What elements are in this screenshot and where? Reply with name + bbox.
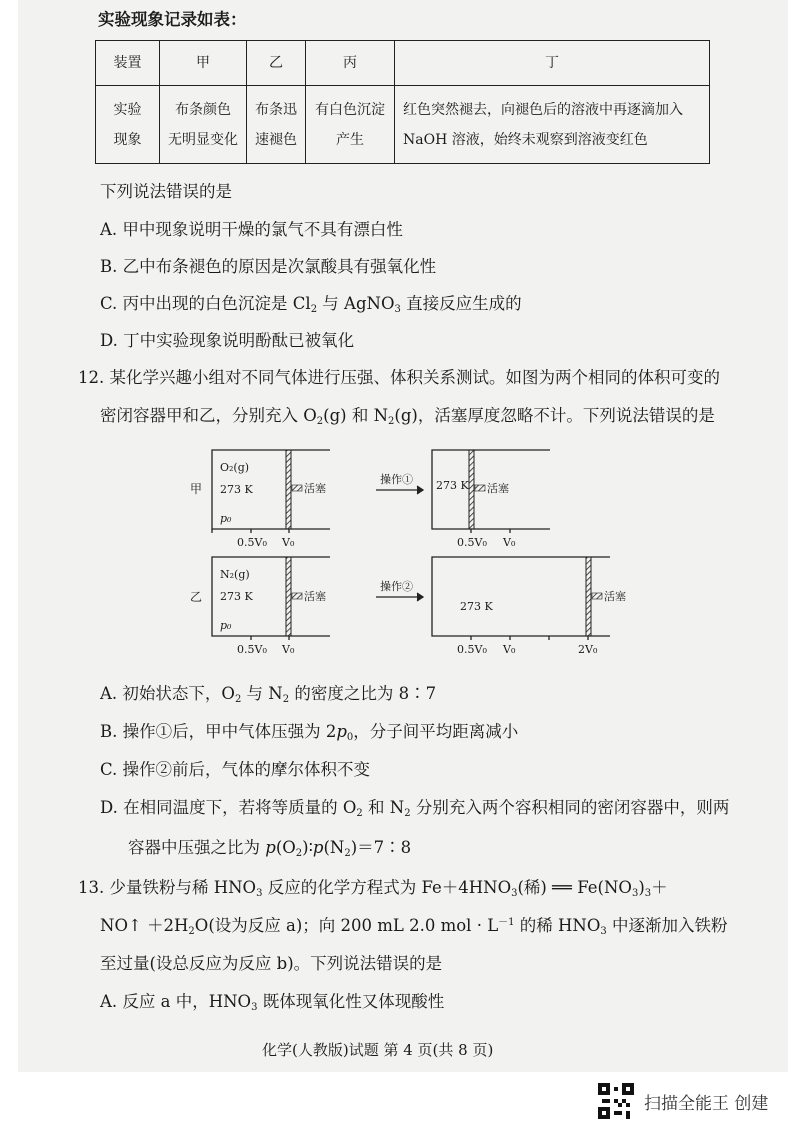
yi-tick-v0: V₀	[282, 643, 295, 656]
q11-option-d: D. 丁中实验现象说明酚酞已被氧化	[100, 331, 355, 350]
yi-after-temp: 273 K	[460, 600, 493, 613]
label-jia: 甲	[190, 482, 203, 496]
container-diagram	[190, 445, 750, 660]
table-header-yi: 乙	[247, 41, 306, 86]
table-cell-jia: 布条颜色 无明显变化	[160, 86, 247, 164]
table-header-bing: 丙	[306, 41, 395, 86]
yi-pressure: p₀	[220, 619, 232, 632]
yi-piston-label: 活塞	[304, 590, 326, 603]
scanner-watermark: 扫描全能王 创建	[644, 1094, 769, 1114]
table-cell-bing: 有白色沉淀 产生	[306, 86, 395, 164]
table-row-label: 实验 现象	[96, 86, 160, 164]
q12-option-c: C. 操作②前后，气体的摩尔体积不变	[100, 760, 371, 779]
yi-after-tick-2v0: 2V₀	[578, 643, 598, 656]
yi-after-piston-label: 活塞	[604, 590, 626, 603]
table-header-jia: 甲	[160, 41, 247, 86]
jia-after-piston-label: 活塞	[487, 482, 509, 495]
yi-after-vessel	[432, 557, 610, 636]
yi-after-tick-v0: V₀	[503, 643, 516, 656]
table-intro: 实验现象记录如表：	[98, 10, 247, 29]
q13-stem-line3: 至过量(设总反应为反应 b)。下列说法错误的是	[100, 954, 443, 973]
jia-initial-piston	[286, 450, 291, 529]
table-cell-yi: 布条迅 速褪色	[247, 86, 306, 164]
q12-stem-line2: 密闭容器甲和乙，分别充入 $O_2(g)$ 和 $N_2(g)$，活塞厚度忽略不计。下列说法错误的是	[100, 406, 715, 427]
jia-after-tick-v0: V₀	[503, 536, 516, 549]
jia-tick-v0: V₀	[282, 536, 295, 549]
yi-temp: 273 K	[220, 590, 253, 603]
q12-option-d-line2: 容器中压强之比为 $p(O_2)∶p(N_2)=7∶8$	[128, 838, 412, 859]
q11-option-c: C. 丙中出现的白色沉淀是 $Cl_2$ 与 AgNO$_3$ 直接反应生成的	[100, 294, 522, 315]
page-footer: 化学(人教版)试题 第 4 页(共 8 页)	[262, 1041, 494, 1059]
jia-temp: 273 K	[220, 483, 253, 496]
yi-gas: N₂(g)	[220, 568, 250, 581]
q12-stem-line1: 12. 某化学兴趣小组对不同气体进行压强、体积关系测试。如图为两个相同的体积可变的	[78, 368, 720, 387]
q13-option-a: A. 反应 a 中，$HNO_3$ 既体现氧化性又体现酸性	[100, 992, 445, 1013]
qr-code-icon	[598, 1083, 634, 1119]
q12-option-b: B. 操作①后，甲中气体压强为 $2p_0$，分子间平均距离减小	[100, 722, 519, 743]
jia-after-piston	[469, 450, 474, 529]
q11-option-b: B. 乙中布条褪色的原因是次氯酸具有强氧化性	[100, 257, 437, 276]
yi-tick-half: 0.5V₀	[237, 643, 267, 656]
jia-gas: O₂(g)	[220, 461, 250, 474]
jia-tick-half: 0.5V₀	[237, 536, 267, 549]
q11-prompt: 下列说法错误的是	[100, 182, 232, 201]
jia-pressure: p₀	[220, 512, 232, 525]
q11-option-a: A. 甲中现象说明干燥的氯气不具有漂白性	[100, 220, 403, 239]
q12-option-d-line1: D. 在相同温度下，若将等质量的 $O_2$ 和 $N_2$ 分别充入两个容积相同的密闭容器中，则两	[100, 798, 730, 819]
jia-piston-label: 活塞	[304, 482, 326, 495]
table-header-ding: 丁	[395, 41, 710, 86]
yi-after-piston	[586, 557, 591, 636]
table-header-device: 装置	[96, 41, 160, 86]
jia-after-temp: 273 K	[436, 479, 469, 492]
q12-option-a: A. 初始状态下，$O_2$ 与 $N_2$ 的密度之比为 8∶7	[100, 684, 437, 705]
yi-initial-piston	[286, 557, 291, 636]
q13-stem-line1: 13. 少量铁粉与稀 $HNO_3$ 反应的化学方程式为 $Fe+4HNO_3$(稀) ══ $Fe(NO_3)_3+$	[78, 878, 668, 899]
yi-after-tick-half: 0.5V₀	[457, 643, 487, 656]
jia-after-tick-half: 0.5V₀	[457, 536, 487, 549]
q13-stem-line2: NO↑ $+2H_2O$(设为反应 a)；向 200 mL 2.0 mol · $L^{-1}$ 的稀 $HNO_3$ 中逐渐加入铁粉	[100, 916, 728, 937]
op1-label: 操作①	[380, 473, 413, 486]
observation-table	[95, 40, 710, 164]
op2-label: 操作②	[380, 580, 413, 593]
table-cell-ding: 红色突然褪去，向褪色后的溶液中再逐滴加入 NaOH 溶液，始终未观察到溶液变红色	[395, 86, 710, 164]
label-yi: 乙	[190, 590, 203, 604]
